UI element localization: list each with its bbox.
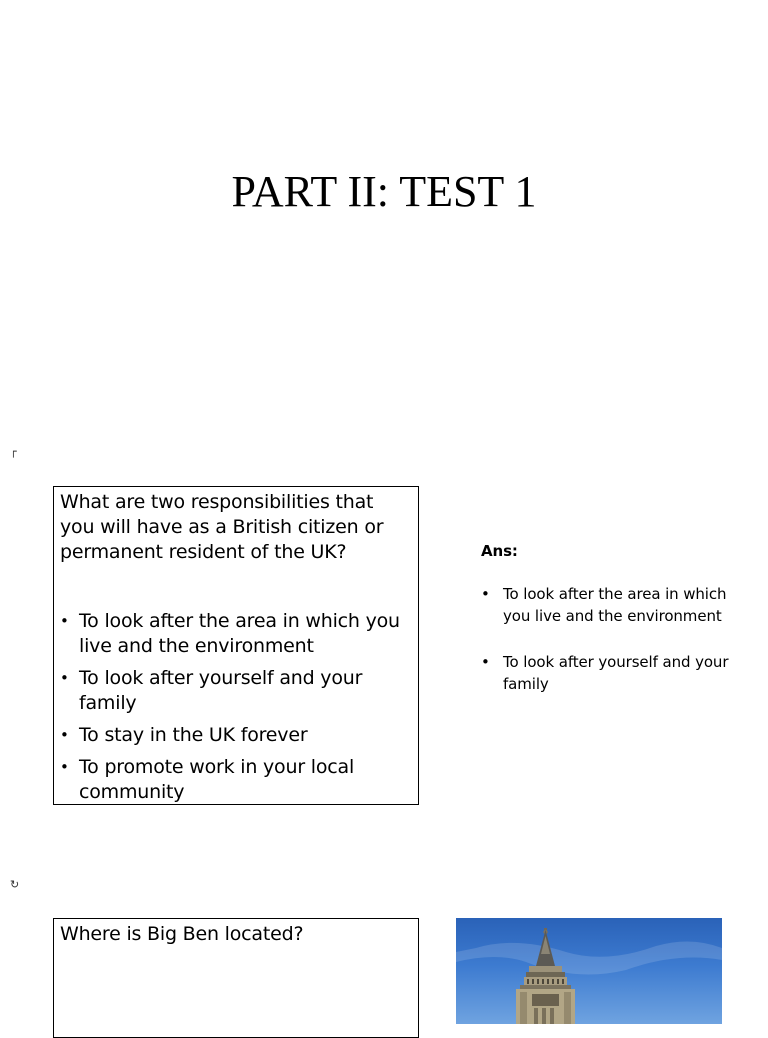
- option-item: • To look after yourself and your family: [60, 666, 413, 716]
- option-item: • To stay in the UK forever: [60, 723, 413, 748]
- question-1-text: What are two responsibilities that you will have as a British citizen or permanent resident of the UK?: [60, 491, 384, 563]
- answer-item: • To look after the area in which you live and the environment: [481, 583, 731, 627]
- answer-label: Ans:: [481, 542, 518, 560]
- question-1-box: [53, 486, 419, 805]
- question-2-text: Where is Big Ben located?: [60, 923, 304, 945]
- corner-mark-icon: ┌: [10, 445, 17, 458]
- refresh-icon: ↻: [10, 878, 20, 891]
- answer-list: [481, 583, 731, 695]
- option-item: • To look after the area in which you live and the environment: [60, 609, 413, 659]
- question-2-box: [53, 918, 419, 1038]
- answer-panel: [481, 540, 731, 719]
- page-title: PART II: TEST 1: [231, 167, 537, 216]
- answer-item: • To look after yourself and your family: [481, 651, 731, 695]
- question-1-options: [60, 609, 413, 805]
- big-ben-photo: [456, 918, 722, 1024]
- option-item: • To promote work in your local community: [60, 755, 413, 805]
- big-ben-illustration: [456, 918, 722, 1024]
